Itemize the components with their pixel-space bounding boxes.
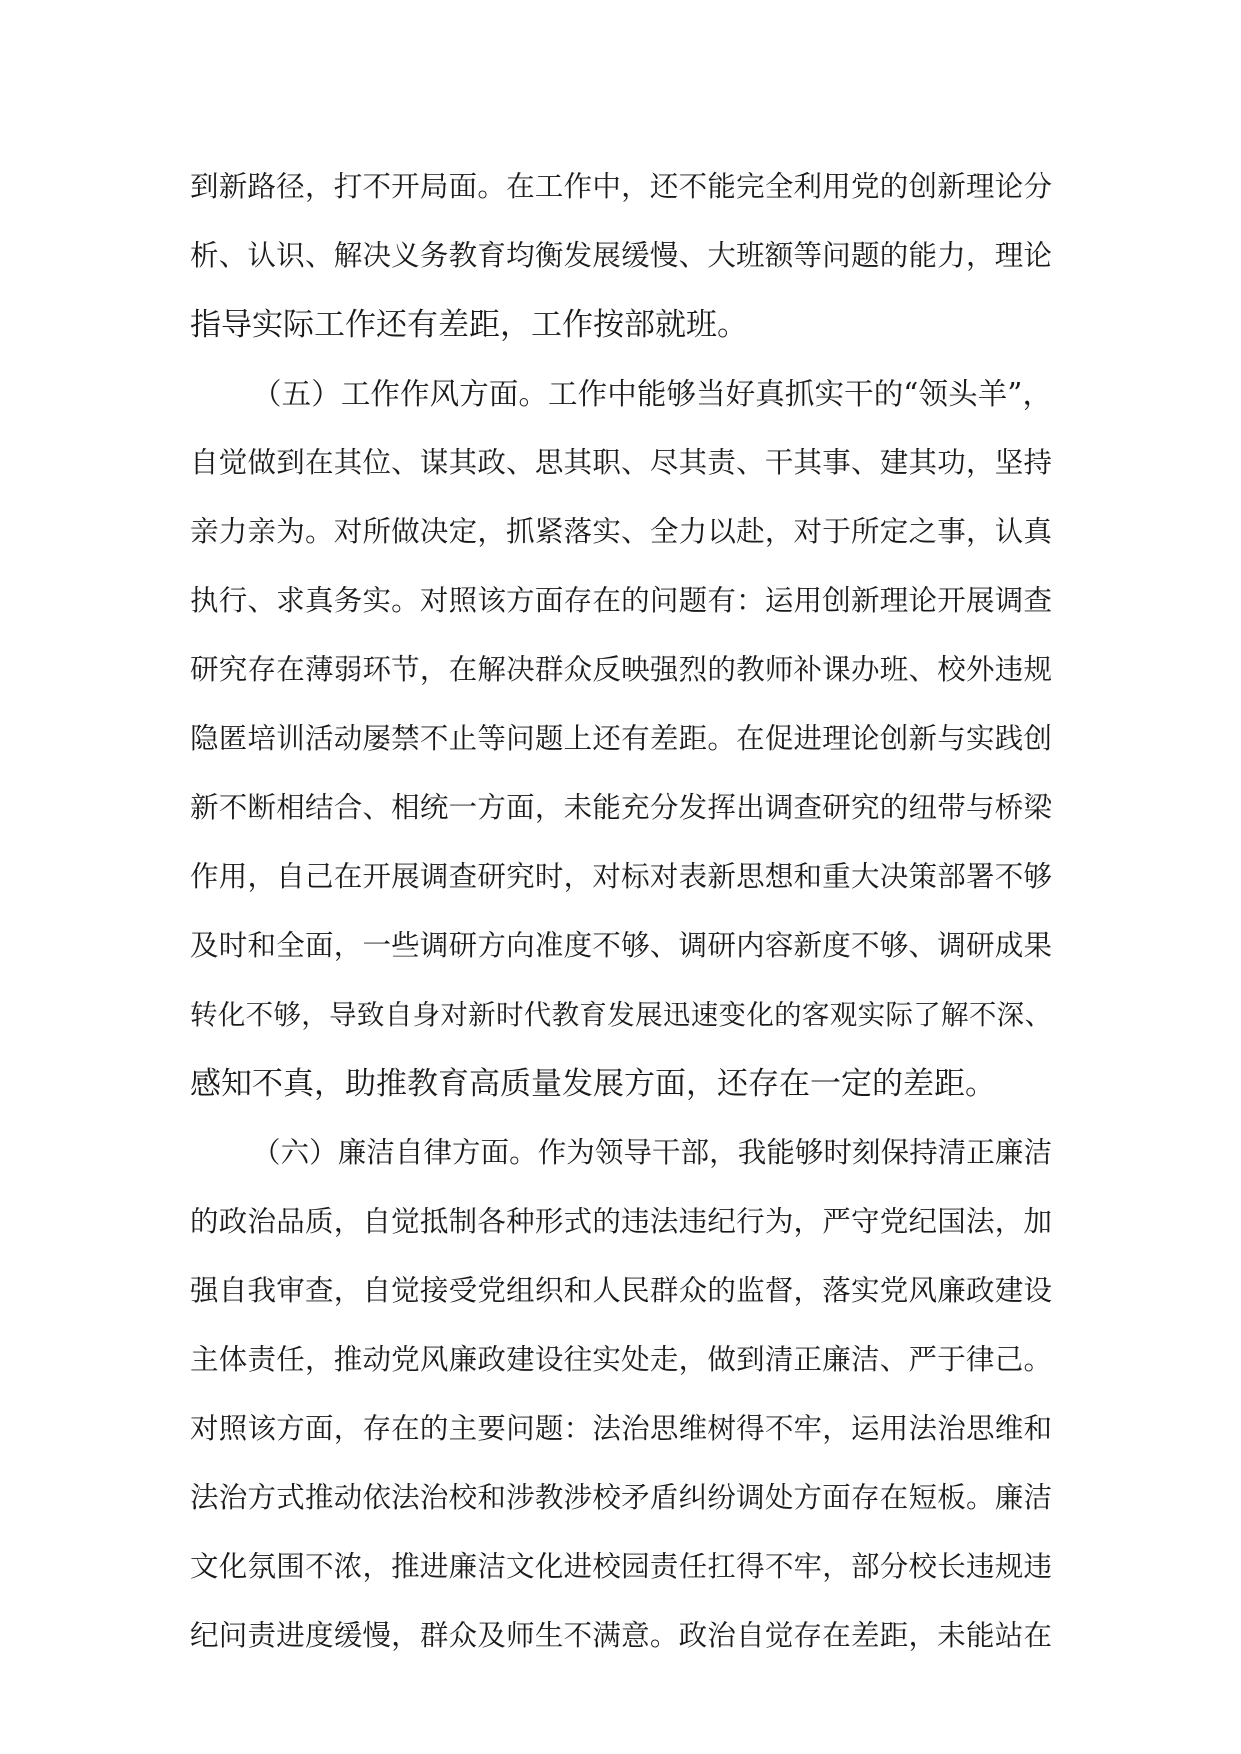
paragraph-heading-line: （五）工作作风方面。工作中能够当好真抓实干的“领头羊”， [252, 377, 1052, 411]
text-line: 执行、求真务实。对照该方面存在的问题有：运用创新理论开展调查 [190, 584, 1052, 617]
text-line: 文化氛围不浓，推进廉洁文化进校园责任扛得不牢，部分校长违规违 [190, 1550, 1052, 1583]
text-line: 对照该方面，存在的主要问题：法治思维树得不牢，运用法治思维和 [190, 1412, 1052, 1445]
paragraph-heading-line: （六）廉洁自律方面。作为领导干部，我能够时刻保持清正廉洁 [252, 1136, 1052, 1169]
text-line: 隐匿培训活动屡禁不止等问题上还有差距。在促进理论创新与实践创 [190, 722, 1052, 755]
text-line: 的政治品质，自觉抵制各种形式的违法违纪行为，严守党纪国法，加 [190, 1205, 1052, 1238]
text-line: 主体责任，推动党风廉政建设往实处走，做到清正廉洁、严于律己。 [190, 1343, 1052, 1376]
text-line: 感知不真，助推教育高质量发展方面，还存在一定的差距。 [190, 1066, 996, 1102]
text-line: 及时和全面，一些调研方向准度不够、调研内容新度不够、调研成果 [190, 929, 1052, 962]
text-line: 析、认识、解决义务教育均衡发展缓慢、大班额等问题的能力，理论 [190, 239, 1052, 272]
text-line: 自觉做到在其位、谋其政、思其职、尽其责、干其事、建其功，坚持 [190, 446, 1052, 479]
text-line: 到新路径，打不开局面。在工作中，还不能完全利用党的创新理论分 [190, 170, 1052, 203]
text-line: 作用，自己在开展调查研究时，对标对表新思想和重大决策部署不够 [190, 860, 1052, 893]
text-line: 新不断相结合、相统一方面，未能充分发挥出调查研究的纽带与桥梁 [190, 791, 1052, 824]
text-line: 研究存在薄弱环节，在解决群众反映强烈的教师补课办班、校外违规 [190, 653, 1052, 686]
text-line: 转化不够，导致自身对新时代教育发展迅速变化的客观实际了解不深、 [190, 999, 1052, 1031]
text-line: 法治方式推动依法治校和涉教涉校矛盾纠纷调处方面存在短板。廉洁 [190, 1481, 1052, 1514]
text-line: 纪问责进度缓慢，群众及师生不满意。政治自觉存在差距，未能站在 [190, 1619, 1052, 1652]
text-line: 强自我审查，自觉接受党组织和人民群众的监督，落实党风廉政建设 [190, 1274, 1052, 1307]
text-line: 指导实际工作还有差距，工作按部就班。 [190, 307, 748, 343]
text-line: 亲力亲为。对所做决定，抓紧落实、全力以赴，对于所定之事，认真 [190, 515, 1052, 548]
